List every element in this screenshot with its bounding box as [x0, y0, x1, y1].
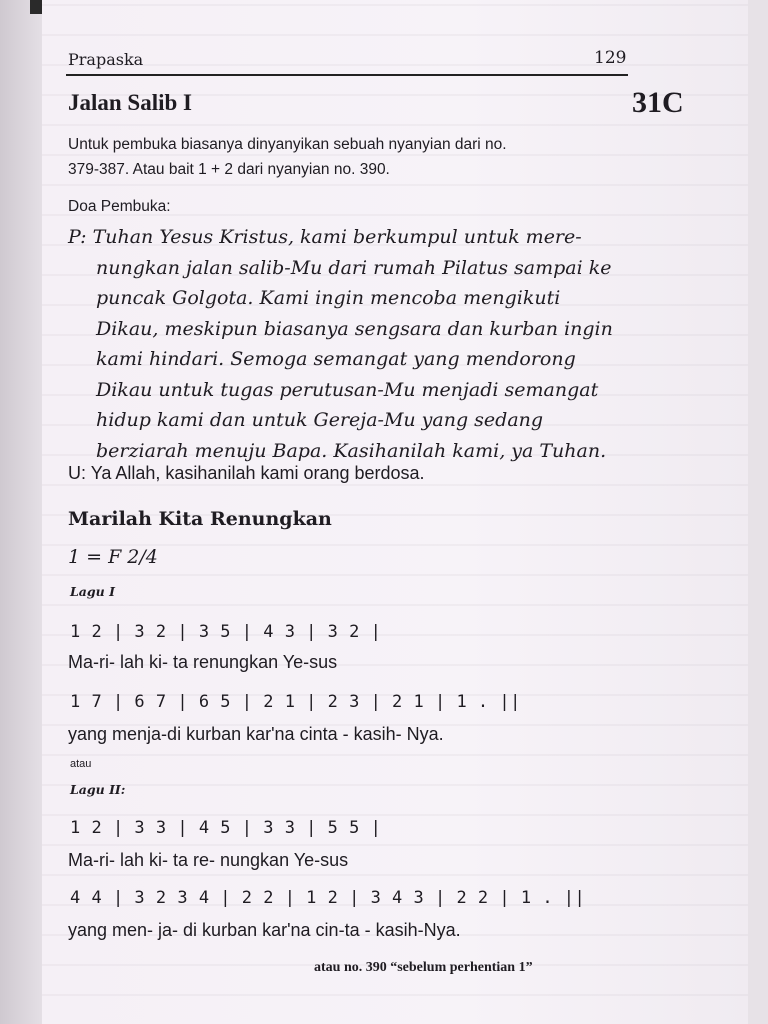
book-page: [42, 0, 748, 1024]
song-notation-line: 1 7 | 6 7 | 6 5 | 2 1 | 2 3 | 2 1 | 1 . ||: [70, 692, 521, 712]
response-speaker-label: U:: [68, 463, 86, 483]
response-text: Ya Allah, kasihanilah kami orang berdosa.: [90, 463, 425, 483]
opening-prayer-label: Doa Pembuka:: [68, 198, 171, 215]
prayer-line: Dikau, meskipun biasanya sengsara dan kurban ingin: [96, 317, 613, 340]
page-title: Jalan Salib I: [68, 90, 192, 115]
song-label: Lagu II:: [70, 782, 126, 797]
section-title: Marilah Kita Renungkan: [68, 508, 332, 530]
song-lyrics-line: yang menja-di kurban kar'na cinta - kasih- Nya.: [68, 724, 444, 744]
alternative-label: atau: [70, 758, 92, 770]
intro-line: 379-387. Atau bait 1 + 2 dari nyanyian no. 390.: [68, 161, 390, 178]
photo-background: [0, 0, 42, 1024]
prayer-line: puncak Golgota. Kami ingin mencoba mengikuti: [96, 287, 561, 309]
congregation-response: [68, 463, 425, 484]
prayer-line: Tuhan Yesus Kristus, kami berkumpul untuk mere-: [92, 226, 582, 248]
prayer-speaker-label: P:: [68, 226, 87, 248]
song-lyrics-line: yang men- ja- di kurban kar'na cin-ta - kasih-Nya.: [68, 920, 461, 940]
opening-prayer: [68, 222, 632, 466]
intro-paragraph: [68, 132, 628, 182]
page-number: 129: [594, 48, 627, 68]
header-rule: [66, 74, 628, 76]
prayer-line: hidup kami dan untuk Gereja-Mu yang sedang: [96, 409, 544, 431]
song-notation-line: 1 2 | 3 2 | 3 5 | 4 3 | 3 2 |: [70, 622, 382, 642]
prayer-line: Dikau untuk tugas perutusan-Mu menjadi semangat: [96, 378, 599, 401]
running-header-section: Prapaska: [68, 50, 144, 69]
liturgy-number-badge: 31C: [632, 86, 684, 119]
alternative-song-reference: atau no. 390 “sebelum perhentian 1”: [314, 960, 533, 975]
song-label: Lagu I: [70, 584, 115, 599]
prayer-line: nungkan jalan salib-Mu dari rumah Pilatus sampai ke: [96, 256, 612, 279]
prayer-line: berziarah menuju Bapa. Kasihanilah kami, ya Tuhan.: [96, 439, 607, 462]
song-lyrics-line: Ma-ri- lah ki- ta renungkan Ye-sus: [68, 652, 338, 672]
prayer-line: kami hindari. Semoga semangat yang mendorong: [96, 348, 576, 370]
intro-line: Untuk pembuka biasanya dinyanyikan sebuah nyanyian dari no.: [68, 136, 507, 153]
song-notation-line: 1 2 | 3 3 | 4 5 | 3 3 | 5 5 |: [70, 818, 382, 838]
song-lyrics-line: Ma-ri- lah ki- ta re- nungkan Ye-sus: [68, 850, 349, 870]
key-signature: 1 = F 2/4: [68, 546, 158, 568]
prayer-paragraph: [68, 222, 632, 253]
song-notation-line: 4 4 | 3 2 3 4 | 2 2 | 1 2 | 3 4 3 | 2 2 | 1 . ||: [70, 888, 586, 908]
